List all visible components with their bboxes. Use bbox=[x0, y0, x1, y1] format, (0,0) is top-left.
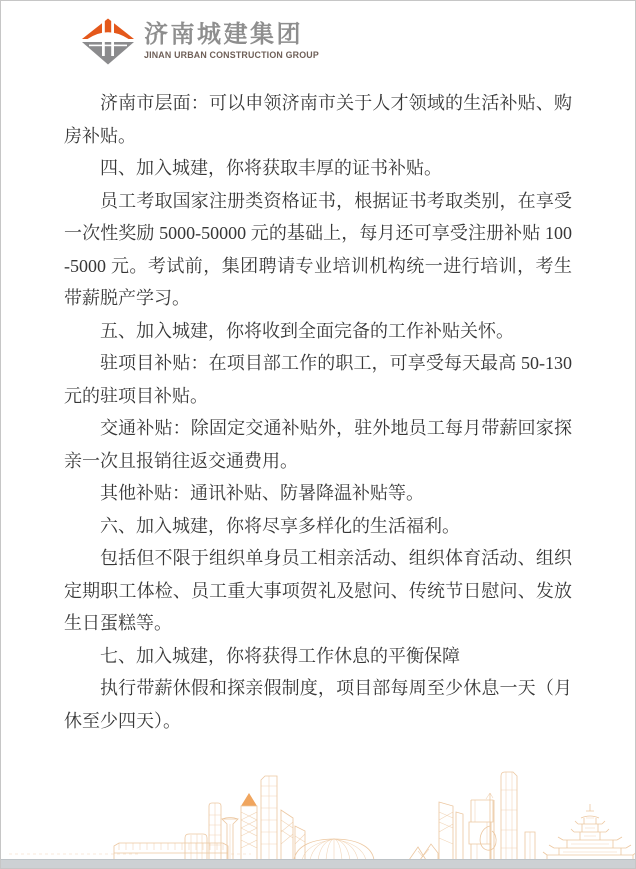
city-skyline-watermark bbox=[1, 760, 636, 860]
paragraph-jinan-city-subsidy: 济南市层面：可以申领济南市关于人才领域的生活补贴、购房补贴。 bbox=[64, 93, 572, 146]
heading-section-6: 六、加入城建，你将尽享多样化的生活福利。 bbox=[100, 515, 460, 536]
paragraph-project-subsidy: 驻项目补贴：在项目部工作的职工，可享受每天最高 50-130 元的驻项目补贴。 bbox=[64, 353, 572, 406]
paragraph-certificate-subsidy: 员工考取国家注册类资格证书，根据证书考取类别，在享受一次性奖励 5000-50000 元的基础上，每月还可享受注册补贴 100-5000 元。考试前，集团聘请专业培训机构统一进行培训，考生带薪脱产学习。 bbox=[64, 190, 572, 308]
slanted-tower-pair bbox=[281, 810, 305, 860]
rounded-top-building bbox=[185, 834, 207, 860]
paragraph-life-welfare: 包括但不限于组织单身员工相亲活动、组织体育活动、组织定期职工体检、员工重大事项贺礼及慰问、传统节日慰问、发放生日蛋糕等。 bbox=[64, 548, 572, 633]
column-tower bbox=[222, 818, 238, 861]
crown-tower bbox=[241, 793, 257, 860]
tallest-tower bbox=[501, 772, 517, 860]
paragraph-transport-subsidy: 交通补贴：除固定交通补贴外，驻外地员工每月带薪回家探亲一次且报销往返交通费用。 bbox=[64, 418, 572, 471]
small-tower bbox=[525, 832, 535, 860]
heading-section-4: 四、加入城建，你将获取丰厚的证书补贴。 bbox=[100, 158, 442, 178]
thin-tower bbox=[209, 803, 221, 860]
low-angular-buildings bbox=[409, 844, 438, 860]
paragraph-rest-balance: 执行带薪休假和探亲假制度，项目部每周至少休息一天（月休至少四天）。 bbox=[64, 678, 572, 731]
page-bottom-edge bbox=[1, 859, 635, 868]
company-name: 济南城建集团 bbox=[144, 21, 303, 49]
paragraph-other-subsidy: 其他补贴：通讯补贴、防暑降温补贴等。 bbox=[100, 483, 424, 503]
dome-stadium bbox=[294, 839, 374, 860]
company-logo-text bbox=[144, 22, 332, 61]
loop-tv-tower bbox=[480, 793, 496, 860]
pavilion-building bbox=[114, 843, 228, 860]
pagoda-building bbox=[543, 804, 636, 860]
bridge-diamond-logo-icon bbox=[81, 18, 135, 65]
company-logo bbox=[81, 18, 332, 65]
stacked-box-tower bbox=[469, 800, 493, 860]
company-name-en: JINAN URBAN CONSTRUCTION GROUP bbox=[144, 50, 319, 62]
heading-section-7: 七、加入城建，你将获得工作休息的平衡保障 bbox=[100, 645, 460, 666]
striped-tall-tower bbox=[261, 776, 277, 860]
hatched-tower-right bbox=[439, 802, 463, 860]
document-body bbox=[64, 87, 572, 737]
heading-section-5: 五、加入城建，你将收到全面完备的工作补贴关怀。 bbox=[100, 320, 514, 341]
